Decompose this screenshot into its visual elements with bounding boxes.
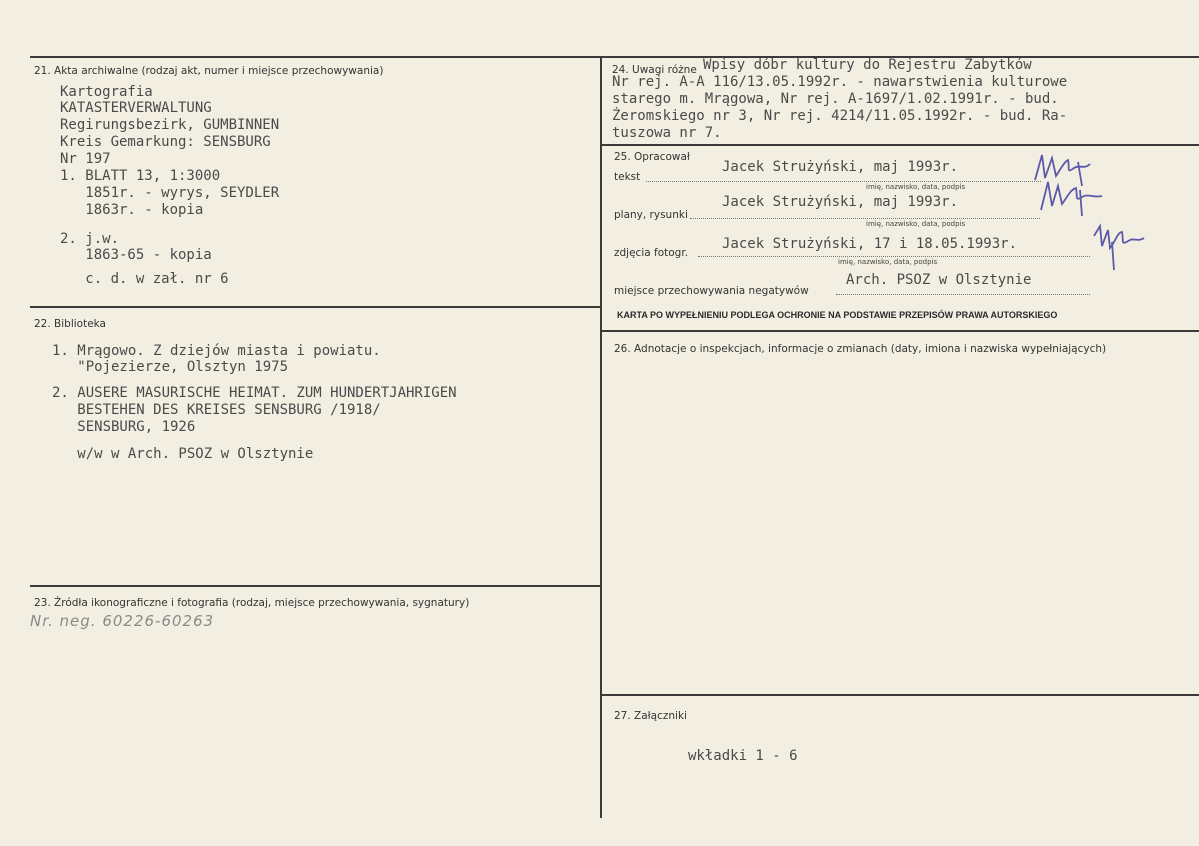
signature-2 [1036,176,1116,218]
section-24-line: Wpisy dóbr kultury do Rejestru Zabytków [703,57,1032,73]
section-21-line: 1863-65 - kopia [60,247,212,263]
plany-label: plany, rysunki [614,209,688,221]
section-25-label: 25. Opracował [614,151,690,163]
section-21-line: 1851r. - wyrys, SEYDLER [60,185,280,201]
signature-caption: imię, nazwisko, data, podpis [838,258,938,266]
section-21-label: 21. Akta archiwalne (rodzaj akt, numer i miejsce przechowywania) [34,65,384,77]
section-21-line: Nr 197 [60,151,111,167]
section-24-line: starego m. Mrągowa, Nr rej. A-1697/1.02.1991r. - bud. [612,91,1059,107]
section-21-line: Regirungsbezirk, GUMBINNEN [60,117,280,133]
copyright-note: KARTA PO WYPEŁNIENIU PODLEGA OCHRONIE NA PODSTAWIE PRZEPISÓW PRAWA AUTORSKIEGO [617,310,1058,320]
section-22-line: SENSBURG, 1926 [52,419,196,435]
zdjecia-dotted-line [698,256,1090,257]
tekst-label: tekst [614,171,641,183]
attachments-value: wkładki 1 - 6 [688,748,798,764]
section-21-line: 2. j.w. [60,231,120,247]
section-22-line: "Pojezierze, Olsztyn 1975 [52,359,289,375]
section-24-line: Nr rej. A-A 116/13.05.1992r. - nawarstwienia kulturowe [612,74,1068,90]
plany-dotted-line [690,218,1040,219]
divider-25-26 [601,330,1199,332]
divider-24-25 [601,144,1199,146]
section-22-line: 2. AUSERE MASURISCHE HEIMAT. ZUM HUNDERTJAHRIGEN [52,385,457,401]
section-22-line: 1. Mrągowo. Z dziejów miasta i powiatu. [52,343,381,359]
section-21-line: Kartografia [60,84,153,100]
section-21-line: KATASTERVERWALTUNG [60,100,212,116]
divider-22-23 [30,585,601,587]
section-21-line: 1. BLATT 13, 1:3000 [60,168,221,184]
section-21-line: c. d. w zał. nr 6 [60,271,229,287]
section-22-label: 22. Biblioteka [34,318,106,330]
center-divider [600,56,602,818]
signature-caption: imię, nazwisko, data, podpis [866,183,966,191]
signature-caption: imię, nazwisko, data, podpis [866,220,966,228]
negatywy-label: miejsce przechowywania negatywów [614,285,809,297]
section-21-line: 1863r. - kopia [60,202,204,218]
zdjecia-value: Jacek Strużyński, 17 i 18.05.1993r. [722,236,1018,252]
section-24-line: Żeromskiego nr 3, Nr rej. 4214/11.05.1992r. - bud. Ra- [612,108,1068,124]
section-26-label: 26. Adnotacje o inspekcjach, informacje o zmianach (daty, imiona i nazwiska wypełniających) [614,343,1107,355]
tekst-dotted-line [646,181,1041,182]
section-22-line: w/w w Arch. PSOZ w Olsztynie [52,446,314,462]
section-22-line: BESTEHEN DES KREISES SENSBURG /1918/ [52,402,381,418]
section-27-label: 27. Załączniki [614,710,687,722]
negative-numbers-handwritten: Nr. neg. 60226-60263 [30,612,215,630]
negatywy-value: Arch. PSOZ w Olsztynie [846,272,1032,288]
divider-26-27 [601,694,1199,696]
signature-3 [1090,222,1150,274]
section-24-line: tuszowa nr 7. [612,126,722,141]
section-21-line: Kreis Gemarkung: SENSBURG [60,134,271,150]
negatywy-dotted-line [836,294,1090,295]
divider-21-22 [30,306,601,308]
tekst-value: Jacek Strużyński, maj 1993r. [722,159,959,175]
plany-value: Jacek Strużyński, maj 1993r. [722,194,959,210]
zdjecia-label: zdjęcia fotogr. [614,247,689,259]
section-24-label: 24. Uwagi różne [612,64,697,76]
section-23-label: 23. Źródła ikonograficzne i fotografia (rodzaj, miejsce przechowywania, sygnatury) [34,597,470,609]
